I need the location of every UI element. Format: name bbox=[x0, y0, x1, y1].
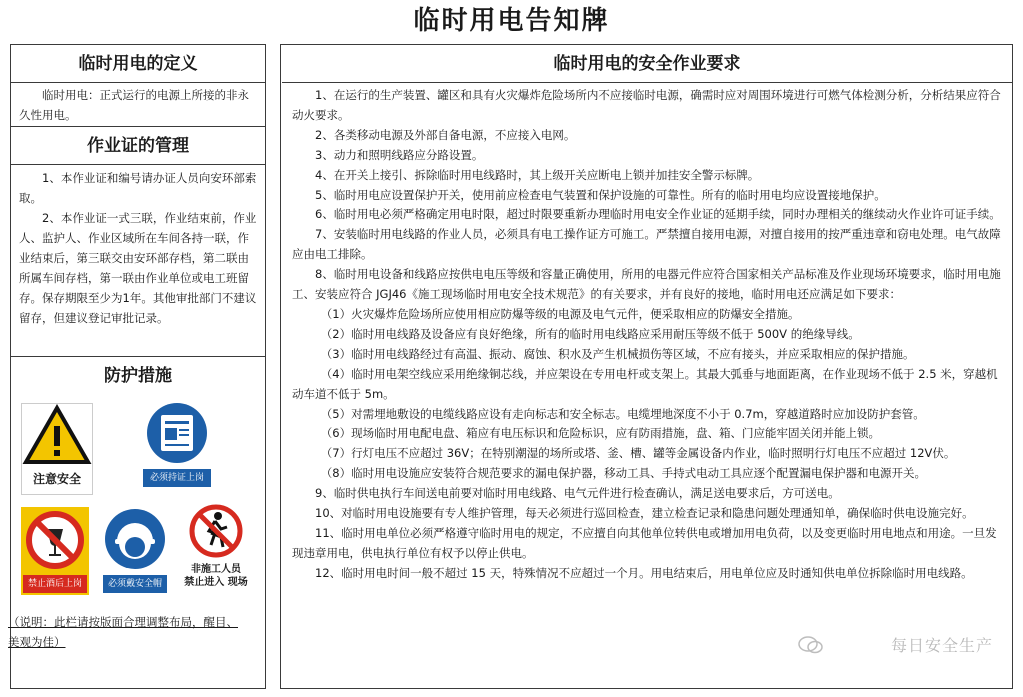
permit-cell bbox=[11, 165, 265, 357]
permit-item-2: 2、本作业证一式三联，作业结束前，作业人、监护人、作业区域所在车间各持一联，作业结束后，第三联交由安环部存档，第二联由所属车间存档，第一联由作业单位或电工班留存。保存期限至少为1年。其他审批部门不建议留存，但建议登记审批记录。 bbox=[19, 211, 257, 325]
requirement-item: （7）行灯电压不应超过 36V；在特别潮湿的场所或塔、釜、槽、罐等金属设备内作业，临时照明行灯电压不应超过 12V伏。 bbox=[320, 446, 956, 461]
sign-certificate bbox=[143, 401, 211, 487]
wechat-icon bbox=[798, 636, 824, 654]
requirement-item: （4）临时用电架空线应采用绝缘铜芯线，并应架设在专用电杆或支架上。其最大弧垂与地面距离，在作业现场不低于 2.5 米，穿越机动车道不低于 5m。 bbox=[292, 366, 998, 401]
sign-helmet bbox=[103, 507, 167, 593]
sign-caution-label: 注意安全 bbox=[32, 472, 81, 486]
definition-text: 临时用电：正式运行的电源上所接的非永久性用电。 bbox=[19, 88, 249, 122]
requirement-item: （6）现场临时用电配电盘、箱应有电压标识和危险标识，应有防雨措施，盘、箱、门应能牢固关闭并能上锁。 bbox=[320, 426, 881, 441]
left-column bbox=[11, 45, 265, 688]
requirement-item: 4、在开关上接引、拆除临时用电线路时，其上级开关应断电上锁并加挂安全警示标牌。 bbox=[315, 167, 760, 182]
requirement-item: 9、临时供电执行车间送电前要对临时用电线路、电气元件进行检查确认，满足送电要求后，方可送电。 bbox=[315, 486, 840, 501]
sign-no-drinking bbox=[21, 507, 89, 595]
requirement-item: 11、临时用电单位必须严格遵守临时用电的规定，不应擅自向其他单位转供电或增加用电负荷，以及变更临时用电地点和用途。一旦发现违章用电，供电执行单位有权予以停止供电。 bbox=[292, 525, 997, 560]
safety-signs bbox=[11, 395, 265, 627]
permit-item-1: 1、本作业证和编号请办证人员向安环部索取。 bbox=[19, 171, 257, 205]
requirement-item: （3）临时用电线路经过有高温、振动、腐蚀、积水及产生机械损伤等区域，不应有接头，并应采取相应的保护措施。 bbox=[320, 346, 915, 361]
requirements-header: 临时用电的安全作业要求 bbox=[282, 45, 1012, 83]
requirement-item: （1）火灾爆炸危险场所应使用相应防爆等级的电源及电气元件，便采取相应的防爆安全措施。 bbox=[320, 306, 800, 321]
requirement-item: （8）临时用电设施应安装符合规范要求的漏电保护器，移动工具、手持式电动工具应逐个配置漏电保护器和电源开关。 bbox=[320, 466, 927, 481]
permit-header: 作业证的管理 bbox=[11, 127, 265, 165]
requirement-item: 2、各类移动电源及外部自备电源，不应接入电网。 bbox=[315, 127, 576, 142]
sign-helmet-label: 必须戴安全帽 bbox=[103, 575, 167, 593]
sign-no-drinking-label: 禁止酒后上岗 bbox=[23, 575, 87, 593]
right-column bbox=[282, 45, 1012, 688]
requirement-item: 7、安装临时用电线路的作业人员，必须具有电工操作证方可施工。严禁擅自接用电源，对擅自接用的按严重违章和窃电处理。电气故障应由电工排除。 bbox=[292, 227, 1001, 262]
requirement-item: 8、临时用电设备和线路应按供电电压等级和容量正确使用，所用的电器元件应符合国家相关产品标准及作业现场环境要求，临时用电施工、安装应符合 JGJ46《施工现场临时用电安全技术规范》的有关要求，并有良好的接地，临时用电还应满足如下要求： bbox=[292, 267, 1001, 302]
requirement-item: 10、对临时用电设施要有专人维护管理，每天必须进行巡回检查，建立检查记录和隐患问题处理通知单，确保临时供电设施完好。 bbox=[315, 506, 974, 521]
requirements-list bbox=[282, 83, 1012, 584]
layout-note: （说明：此栏请按版面合理调整布局，醒目、美观为佳） bbox=[8, 615, 238, 649]
requirement-item: 1、在运行的生产装置、罐区和具有火灾爆炸危险场所内不应接临时电源，确需时应对周围环境进行可燃气体检测分析，分析结果应符合动火要求。 bbox=[292, 88, 1001, 122]
sign-no-entry bbox=[181, 503, 251, 599]
requirement-item: （5）对需埋地敷设的电缆线路应设有走向标志和安全标志。电缆埋地深度不小于 0.7m，穿越道路时应加设防护套管。 bbox=[320, 406, 925, 421]
definition-cell bbox=[11, 83, 265, 127]
page-title: 临时用电告知牌 bbox=[413, 6, 610, 36]
certificate-icon bbox=[143, 401, 211, 465]
watermark-text: 每日安全生产 bbox=[890, 636, 993, 655]
definition-header: 临时用电的定义 bbox=[11, 45, 265, 83]
sign-caution bbox=[21, 403, 93, 495]
no-drinking-icon bbox=[23, 509, 87, 571]
column-divider bbox=[265, 44, 281, 689]
warning-triangle-icon bbox=[22, 404, 92, 466]
requirement-item: 3、动力和照明线路应分路设置。 bbox=[315, 147, 484, 162]
sign-certificate-label: 必须持证上岗 bbox=[143, 469, 211, 487]
requirement-item: （2）临时用电线路及设备应有良好绝缘，所有的临时用电线路应采用耐压等级不低于 500V 的绝缘导线。 bbox=[320, 326, 860, 341]
requirement-item: 5、临时用电应设置保护开关，使用前应检查电气装置和保护设施的可靠性。所有的临时用电均应设置接地保护。 bbox=[315, 187, 886, 202]
requirement-item: 12、临时用电时间一般不超过 15 天，特殊情况不应超过一个月。用电结束后，用电单位应及时通知供电单位拆除临时用电线路。 bbox=[315, 565, 973, 580]
no-entry-person-icon bbox=[181, 503, 251, 559]
sign-no-entry-label: 非施工人员 禁止进入 现场 bbox=[184, 564, 248, 588]
requirement-item: 6、临时用电必须严格确定用电时限，超过时限要重新办理临时用电安全作业证的延期手续，同时办理相关的继续动火作业许可证手续。 bbox=[315, 207, 1001, 222]
helmet-icon bbox=[103, 507, 167, 571]
protection-header: 防护措施 bbox=[104, 366, 172, 386]
